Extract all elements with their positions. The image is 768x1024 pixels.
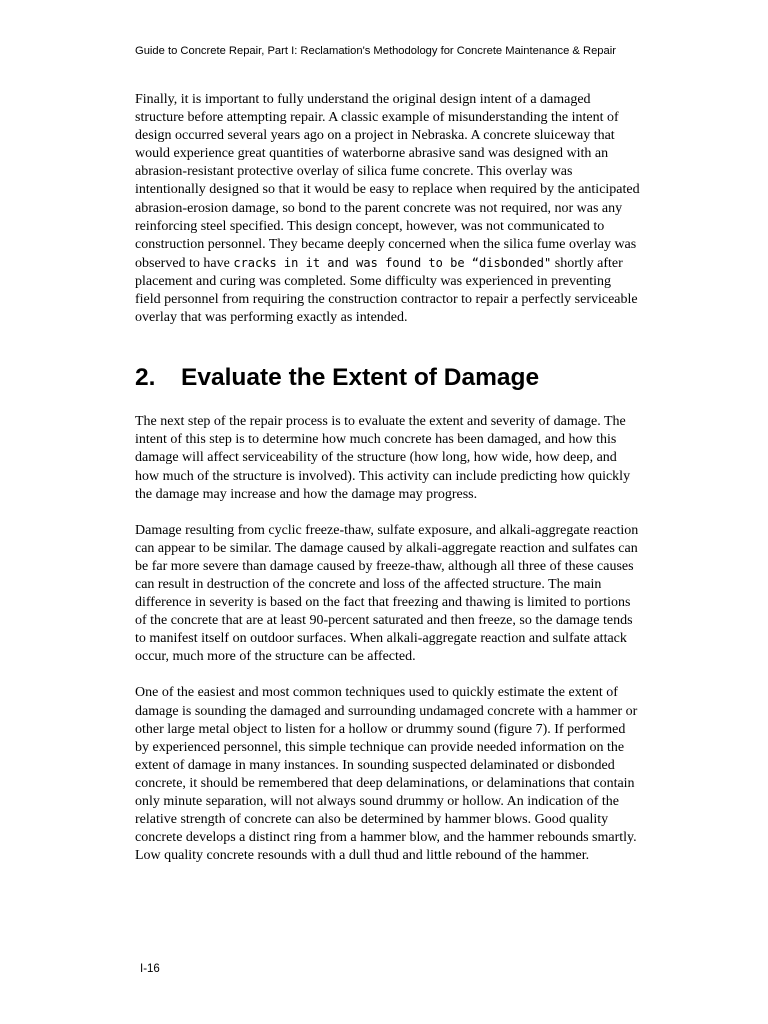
running-header: Guide to Concrete Repair, Part I: Reclamation's Methodology for Concrete Maintenance & Repair: [135, 45, 616, 57]
paragraph-text: shortly after placement and curing was completed. Some difficulty was experienced in preventing field personnel from requiring the construction contractor to repair a perfectly serviceable overlay that was performing exactly as intended.: [135, 255, 638, 326]
section-heading: [135, 363, 640, 393]
paragraph-design-intent: [135, 91, 640, 327]
paragraph-sounding-technique: One of the easiest and most common techniques used to quickly estimate the extent of damage is sounding the damaged and surrounding undamaged concrete with a hammer or other large metal object to listen for a hollow or drummy sound (figure 7). If performed by experienced personnel, this simple technique can provide needed information on the extent of damage in many instances. In sounding suspected delaminated or disbonded concrete, it should be remembered that deep delaminations, or delaminations that contain only minute separation, will not always sound drummy or hollow. An indication of the relative strength of concrete can also be determined by hammer blows. Good quality concrete develops a distinct ring from a hammer blow, and the hammer rebounds smartly. Low quality concrete resounds with a dull thud and little rebound of the hammer.: [135, 685, 638, 864]
body-content: [135, 91, 640, 865]
section-number: 2.: [135, 364, 156, 392]
paragraph-damage-causes: Damage resulting from cyclic freeze-thaw, sulfate exposure, and alkali-aggregate reaction can appear to be similar. The damage caused by alkali-aggregate reaction and sulfates can be far more severe than damage caused by freeze-thaw, although all three of these causes can result in destruction of the concrete and loss of the affected structure. The main difference in severity is based on the fact that freezing and thawing is limited to portions of the concrete that are at least 90-percent saturated and then freeze, so the damage tends to manifest itself on outdoor surfaces. When alkali-aggregate reaction and sulfate attack occur, much more of the structure can be affected.: [135, 522, 639, 665]
paragraph-text: Finally, it is important to fully understand the original design intent of a damaged structure before attempting repair. A classic example of misunderstanding the intent of design occurred several years ago on a project in Nebraska. A concrete sluiceway that would experience great quantities of waterborne abrasive sand was designed with an abrasion-resistant protective overlay of silica fume concrete. This overlay was intentionally designed so that it would be easy to replace when required by the anticipated abrasion-erosion damage, so bond to the parent concrete was not required, nor was any reinforcing steel specified. This design concept, however, was not communicated to construction personnel. They became deeply concerned when the silica fume overlay was observed to have: [135, 92, 640, 271]
page-number: I-16: [140, 963, 160, 975]
section-title: Evaluate the Extent of Damage: [181, 364, 540, 392]
paragraph-monospace-run: cracks in it and was found to be “disbonded": [233, 255, 552, 270]
paragraph-evaluate-extent: The next step of the repair process is to evaluate the extent and severity of damage. The intent of this step is to determine how much concrete has been damaged, and how this damage will affect serviceability of the structure (how long, how wide, how deep, and how much of the structure is involved). This activity can include predicting how quickly the damage may increase and how the damage may progress.: [135, 414, 631, 502]
